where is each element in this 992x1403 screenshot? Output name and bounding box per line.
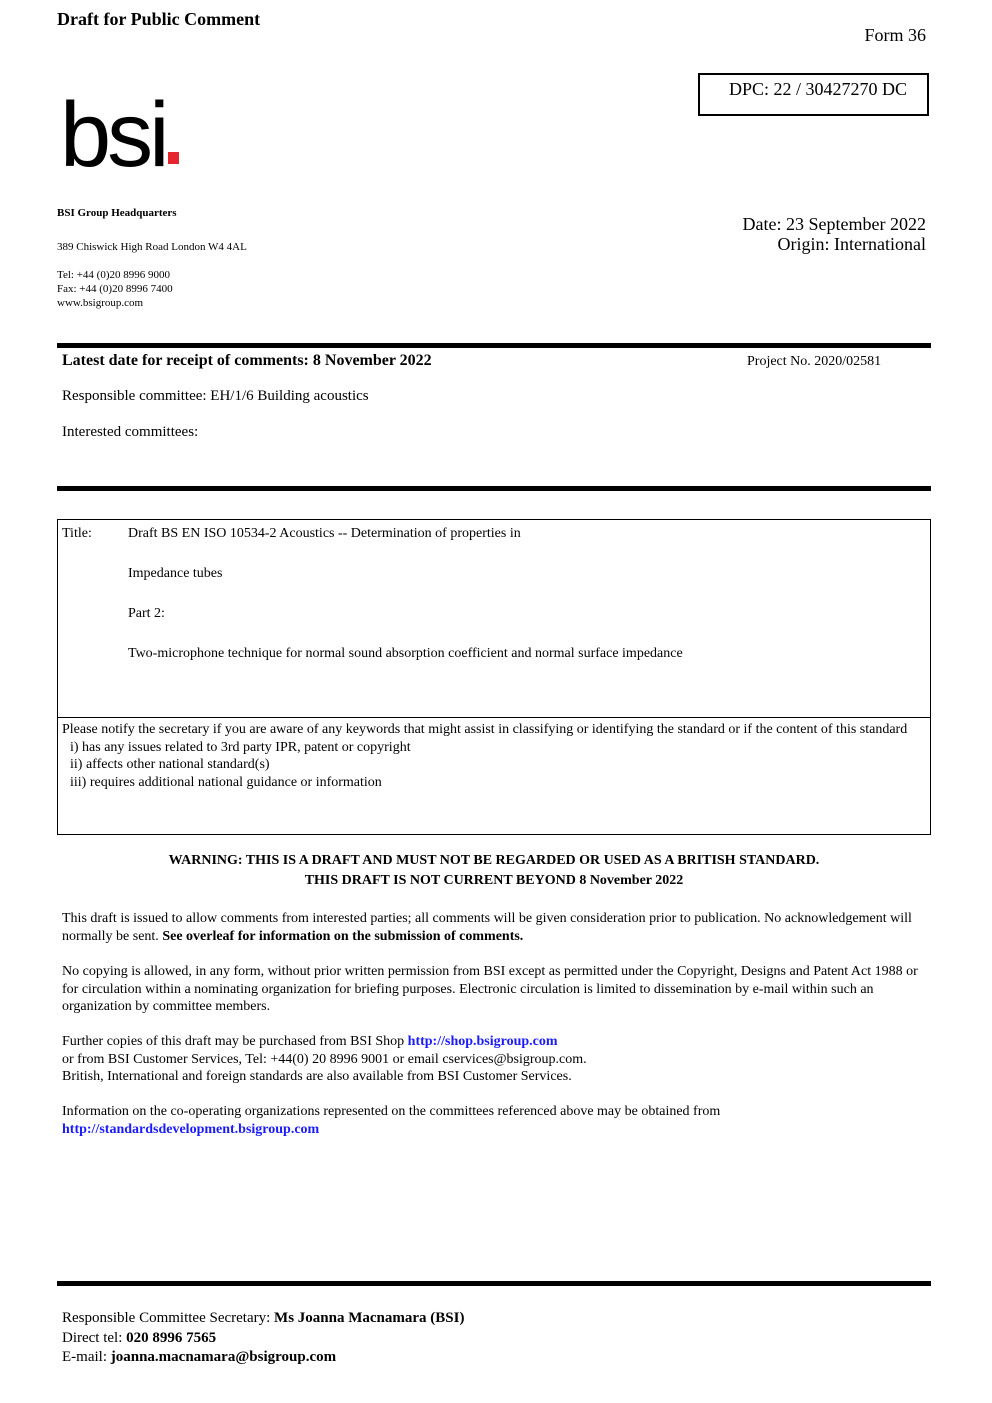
shop-link[interactable]: http://shop.bsigroup.com xyxy=(407,1034,558,1049)
notify-text: Please notify the secretary if you are aware of any keywords that might assist in classifying or identifying the standard or if the content of this standard xyxy=(62,722,908,737)
interested-committees: Interested committees: xyxy=(62,424,199,440)
date-origin-block xyxy=(743,214,926,254)
secretary-contact xyxy=(62,1309,464,1368)
draft-warning xyxy=(57,851,931,891)
hq-tel: Tel: +44 (0)20 8996 9000 xyxy=(57,269,170,281)
dpc-number: DPC: 22 / 30427270 DC xyxy=(729,79,908,99)
direct-tel-label: Direct tel: xyxy=(62,1329,127,1346)
date: Date: 23 September 2022 xyxy=(742,214,926,234)
hq-address: 389 Chiswick High Road London W4 4AL xyxy=(57,241,247,253)
origin: Origin: International xyxy=(777,234,926,254)
title-line-3: Part 2: xyxy=(128,606,165,621)
copyright-paragraph: No copying is allowed, in any form, without prior written permission from BSI except as permitted under the Copyright, Designs and Patent Act 1988 or for circulation within a nominating organization for briefing purposes. Electronic circulation is limited to dissemination by e-mail within such an organization by committee members. xyxy=(62,964,918,1014)
bsi-logo-dot xyxy=(168,152,179,164)
secretary-name: Ms Joanna Macnamara (BSI) xyxy=(274,1310,465,1326)
warning-line-1: WARNING: THIS IS A DRAFT AND MUST NOT BE REGARDED OR USED AS A BRITISH STANDARD. xyxy=(168,853,820,868)
hq-contact-block xyxy=(57,206,247,310)
comments-overleaf-note: See overleaf for information on the submission of comments. xyxy=(162,928,524,944)
form-number: Form 36 xyxy=(864,25,926,45)
notify-item: i) has any issues related to 3rd party IPR, patent or copyright xyxy=(70,739,411,755)
direct-tel-value: 020 8996 7565 xyxy=(126,1329,217,1346)
notify-section xyxy=(62,721,922,791)
hq-web[interactable]: www.bsigroup.com xyxy=(57,297,144,309)
email-label: E-mail: xyxy=(62,1349,111,1365)
bsi-logo-text: bsi xyxy=(60,84,166,174)
notify-item: ii) affects other national standard(s) xyxy=(70,757,270,772)
title-line-4: Two-microphone technique for normal sound absorption coefficient and normal surface impedance xyxy=(128,646,683,661)
title-line-2: Impedance tubes xyxy=(128,566,223,581)
email-value[interactable]: joanna.macnamara@bsigroup.com xyxy=(110,1349,337,1365)
customer-services-text: or from BSI Customer Services, Tel: +44(0) 20 8996 9001 or email cservices@bsigroup.com. xyxy=(62,1051,587,1067)
standards-development-link[interactable]: http://standardsdevelopment.bsigroup.com xyxy=(62,1121,320,1137)
organizations-paragraph xyxy=(62,1103,928,1138)
bsi-logo xyxy=(60,84,190,174)
top-rule xyxy=(57,343,931,348)
title-box-divider xyxy=(58,717,930,718)
comments-text: This draft is issued to allow comments from interested parties; all comments will be given consideration prior to publication. No acknowledgement will normally be sent. xyxy=(62,911,912,944)
title-line-1: Draft BS EN ISO 10534-2 Acoustics -- Determination of properties in xyxy=(128,526,521,541)
organizations-text: Information on the co-operating organizations represented on the committees referenced above may be obtained from xyxy=(62,1104,721,1119)
copies-paragraph xyxy=(62,1033,928,1086)
responsible-committee: Responsible committee: EH/1/6 Building acoustics xyxy=(62,388,369,404)
copies-text: Further copies of this draft may be purchased from BSI Shop xyxy=(62,1034,408,1049)
project-number: Project No. 2020/02581 xyxy=(747,354,882,369)
secretary-label: Responsible Committee Secretary: xyxy=(62,1310,275,1326)
comments-paragraph xyxy=(62,910,928,945)
bottom-rule xyxy=(57,1281,931,1286)
hq-title: BSI Group Headquarters xyxy=(57,207,177,219)
dpc-number-box xyxy=(698,73,929,116)
draft-label: Draft for Public Comment xyxy=(57,9,261,29)
title-label: Title: xyxy=(62,526,92,541)
notify-item: iii) requires additional national guidance or information xyxy=(70,774,382,790)
latest-comment-date: Latest date for receipt of comments: 8 November 2022 xyxy=(62,352,432,369)
warning-line-2: THIS DRAFT IS NOT CURRENT BEYOND 8 November 2022 xyxy=(304,873,684,888)
middle-rule xyxy=(57,486,931,491)
title-box xyxy=(57,519,931,835)
standards-availability-text: British, International and foreign standards are also available from BSI Customer Services. xyxy=(62,1069,572,1084)
hq-fax: Fax: +44 (0)20 8996 7400 xyxy=(57,283,173,295)
